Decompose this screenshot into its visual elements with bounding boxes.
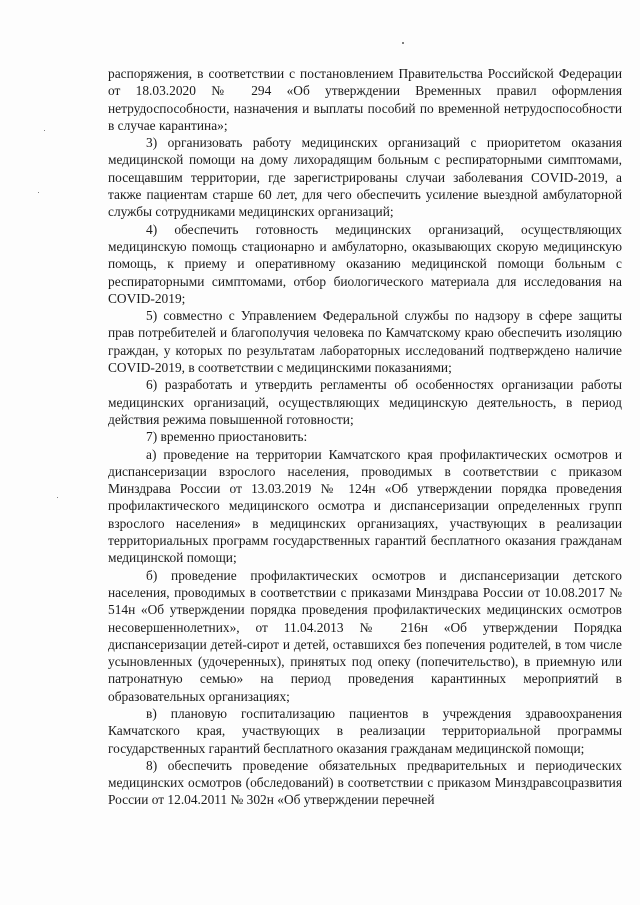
paragraph-item-8: 8) обеспечить проведение обязательных предварительных и периодических медицинских осмотров (обследований) в соответствии с приказом Минздравсоцразвития России от 12.04.2011 № 302н «Об утверждении перечней — [108, 757, 622, 808]
document-body — [108, 65, 622, 809]
paragraph-item-3: 3) организовать работу медицинских организаций с приоритетом оказания медицинской помощи на дому лихорадящим больным с респираторными симптомами, посещавшим территории, где зарегистрированы случаи заболевания COVID-2019, а также пациентам старше 60 лет, для чего обеспечить усиление выездной амбулаторной службы сотрудниками медицинских организаций; — [108, 135, 622, 220]
paragraph-item-5: 5) совместно с Управлением Федеральной службы по надзору в сфере защиты прав потребителей и благополучия человека по Камчатскому краю обеспечить изоляцию граждан, у которых по результатам лабораторных исследований подтверждено наличие COVID-2019, в соответствии с медицинскими показаниями; — [108, 308, 622, 376]
paragraph-item-7: 7) временно приостановить: — [146, 429, 308, 445]
paragraph-item-7v: в) плановую госпитализацию пациентов в учреждения здравоохранения Камчатского края, участвующих в реализации территориальной программы государственных гарантий бесплатного оказания гражданам медицинской помощи; — [108, 705, 622, 756]
scan-speck — [402, 42, 404, 44]
paragraph-continuation: распоряжения, в соответствии с постановлением Правительства Российской Федерации от 18.03.2020 № 294 «Об утверждении Временных правил оформления нетрудоспособности, назначения и выплаты пособий по временной нетрудоспособности в случае карантина»; — [108, 66, 622, 133]
paragraph-item-7b: б) проведение профилактических осмотров и диспансеризации детского населения, проводимых в соответствии с приказами Минздрава России от 10.08.2017 № 514н «Об утверждении порядка проведения профилактических медицинских осмотров несовершеннолетних», от 11.04.2013 № 216н «Об утверждении Порядка диспансеризации детей-сирот и детей, оставшихся без попечения родителей, в том числе усыновленных (удочеренных), принятых под опеку (попечительство), в приемную или патронатную семью» на период проведения карантинных мероприятий в образовательных организациях; — [108, 567, 622, 704]
scan-speck — [44, 130, 45, 131]
scan-speck — [57, 497, 58, 498]
scan-speck — [38, 192, 39, 193]
paragraph-item-7a: а) проведение на территории Камчатского края профилактических осмотров и диспансеризации взрослого населения, проводимых в соответствии с приказом Минздрава России от 13.03.2019 № 124н «Об утверждении порядка проведения профилактического медицинского осмотра и диспансеризации определенных групп взрослого населения» в медицинских организациях, участвующих в реализации территориальных программ государственных гарантий бесплатного оказания гражданам медицинской помощи; — [108, 446, 622, 566]
paragraph-item-4: 4) обеспечить готовность медицинских организаций, осуществляющих медицинскую помощь стационарно и амбулаторно, оказывающих скорую медицинскую помощь, к приему и оперативному оказанию медицинской помощи больным с респираторными симптомами, отбор биологического материала для исследования на COVID-2019; — [108, 221, 622, 306]
paragraph-item-6: 6) разработать и утвердить регламенты об особенностях организации работы медицинских организаций, осуществляющих медицинскую деятельность, в период действия режима повышенной готовности; — [108, 377, 622, 427]
